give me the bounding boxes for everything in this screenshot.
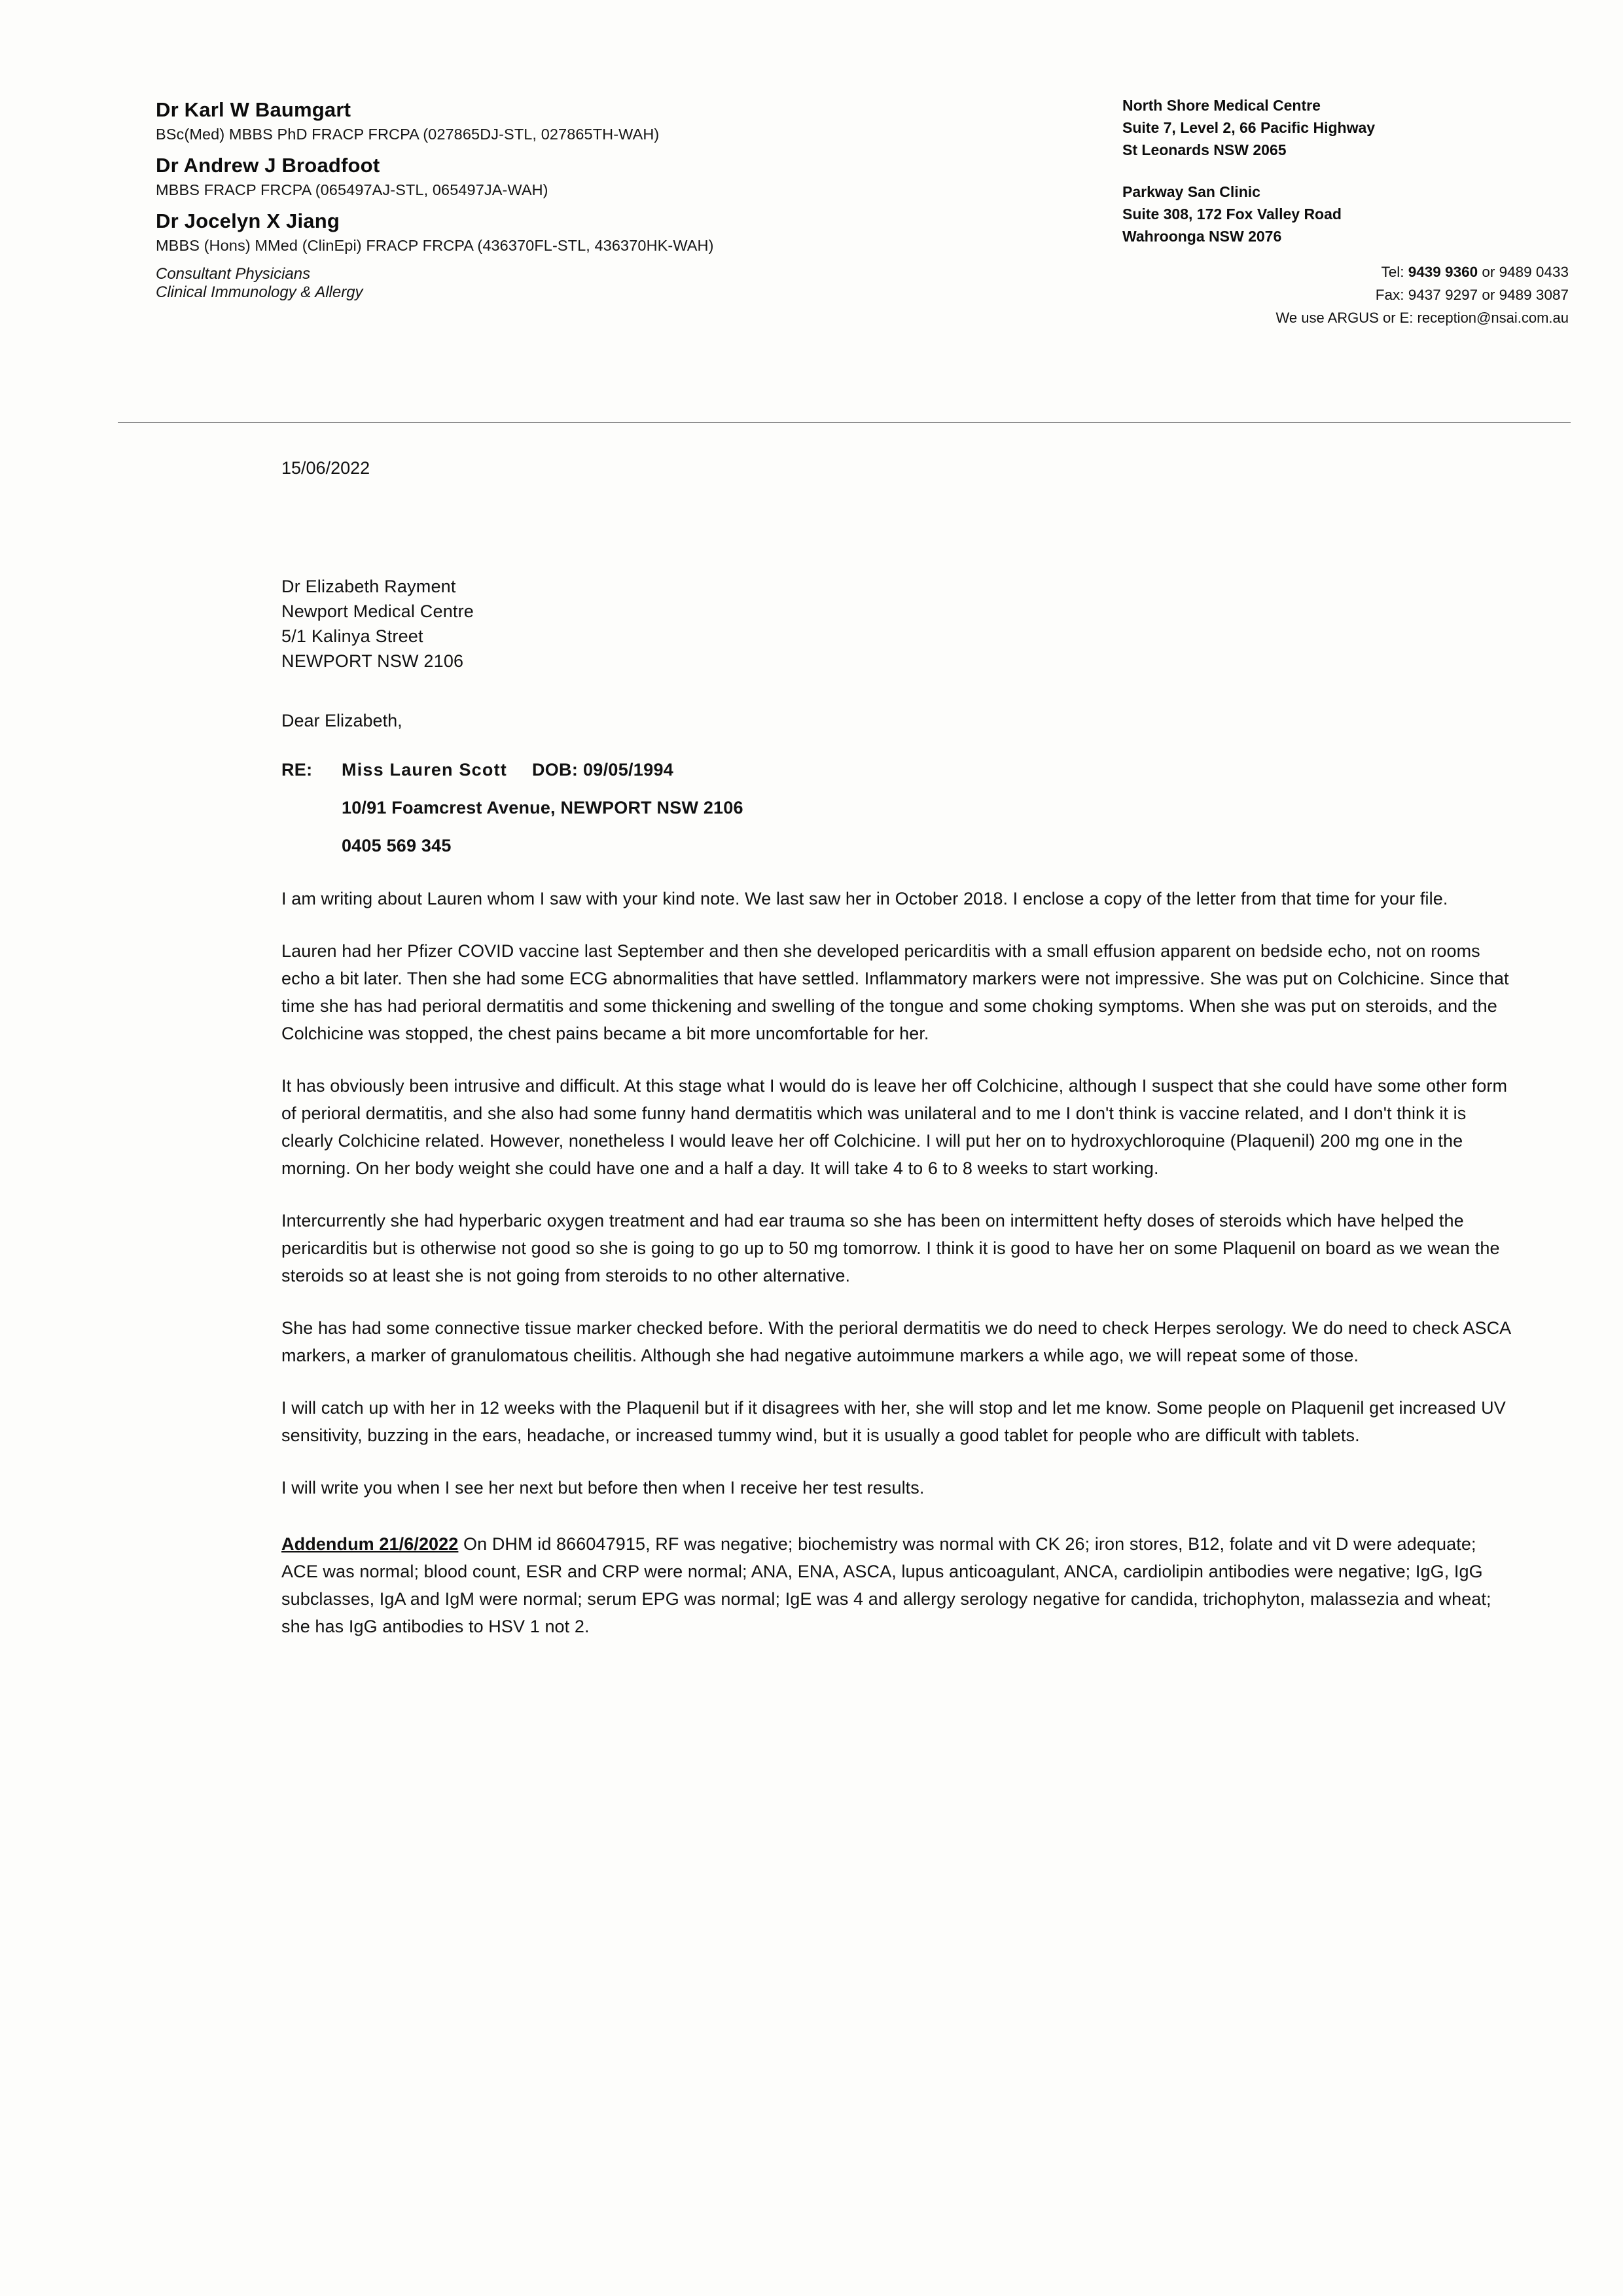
patient-phone: 0405 569 345 <box>342 836 452 855</box>
doctor-qualifications: MBBS FRACP FRCPA (065497AJ-STL, 065497JA-WAH) <box>156 181 548 198</box>
body-paragraph: Intercurrently she had hyperbaric oxygen treatment and had ear trauma so she has been on intermittent hefty doses of steroids which have helped the pericarditis but is otherwise not good so she is going to go up to 50 mg tomorrow. I think it is good to have her on some Plaquenil on board as we wean the steroids so at least she is not going from steroids to no other alternative. <box>281 1211 1500 1285</box>
clinic-address-line: Suite 308, 172 Fox Valley Road <box>1122 206 1342 223</box>
recipient-line: Newport Medical Centre <box>281 601 474 621</box>
body-paragraph: I will write you when I see her next but before then when I receive her test results. <box>281 1478 925 1498</box>
addendum-label: Addendum 21/6/2022 <box>281 1534 459 1554</box>
fax-line: Fax: 9437 9297 or 9489 3087 <box>1375 287 1569 303</box>
recipient-address <box>281 577 1512 672</box>
addendum-text: On DHM id 866047915, RF was negative; biochemistry was normal with CK 26; iron stores, B12, folate and vit D were adequate; ACE was normal; blood count, ESR and CRP were normal; ANA, ENA, ASCA, lupus anticoagulant, ANCA, cardiolipin antibodies were negative; IgG, IgG subclasses, IgA and IgM were normal; serum EPG was normal; IgE was 4 and allergy serology negative for candida, trichophyton, malassezia and wheat; she has IgG antibodies to HSV 1 not 2. <box>281 1534 1491 1636</box>
email-line: We use ARGUS or E: reception@nsai.com.au <box>1275 310 1569 326</box>
practice-role: Consultant Physicians <box>156 265 311 283</box>
subject-label: RE: <box>281 760 313 780</box>
telephone-alt: or 9489 0433 <box>1482 264 1569 280</box>
clinic-address-line: St Leonards NSW 2065 <box>1122 141 1287 158</box>
spacer <box>1122 164 1580 183</box>
recipient-line: Dr Elizabeth Rayment <box>281 577 456 596</box>
letterhead-addresses <box>1122 97 1580 332</box>
addendum-paragraph <box>281 1530 1512 1640</box>
doctor-qualifications: MBBS (Hons) MMed (ClinEpi) FRACP FRCPA (436370FL-STL, 436370HK-WAH) <box>156 237 714 254</box>
doctor-name: Dr Andrew J Broadfoot <box>156 154 380 177</box>
subject-row <box>281 760 1512 780</box>
body-paragraph: I will catch up with her in 12 weeks with the Plaquenil but if it disagrees with her, she will stop and let me know. Some people on Plaquenil get increased UV sensitivity, buzzing in the ears, headache, or increased tummy wind, but it is usually a good tablet for people who are difficult with tablets. <box>281 1398 1506 1445</box>
patient-address: 10/91 Foamcrest Avenue, NEWPORT NSW 2106 <box>342 798 743 817</box>
doctor-name: Dr Jocelyn X Jiang <box>156 209 340 232</box>
subject-block <box>281 760 1512 856</box>
patient-name: Miss Lauren Scott <box>342 760 507 780</box>
clinic-address-line: Suite 7, Level 2, 66 Pacific Highway <box>1122 119 1376 136</box>
letter-body <box>281 458 1512 1665</box>
letter-date: 15/06/2022 <box>281 458 370 478</box>
letterhead-doctors <box>156 98 1020 302</box>
salutation: Dear Elizabeth, <box>281 711 402 730</box>
practice-specialty: Clinical Immunology & Allergy <box>156 283 363 301</box>
telephone-label: Tel: <box>1381 264 1404 280</box>
body-paragraph: It has obviously been intrusive and difficult. At this stage what I would do is leave her off Colchicine, although I suspect that she could have some other form of perioral dermatitis, and she also had some funny hand dermatitis which was unilateral and to me I don't think is vaccine related, and I don't think it is clearly Colchicine related. However, nonetheless I would leave her off Colchicine. I will put her on to hydroxychloroquine (Plaquenil) 200 mg one in the morning. On her body weight she could have one and a half a day. It will take 4 to 6 to 8 weeks to start working. <box>281 1076 1508 1178</box>
body-paragraph: She has had some connective tissue marker checked before. With the perioral dermatitis we do need to check Herpes serology. We do need to check ASCA markers, a marker of granulomatous cheilitis. Although she had negative autoimmune markers a while ago, we will repeat some of those. <box>281 1318 1510 1365</box>
letterhead <box>0 85 1623 425</box>
recipient-line: 5/1 Kalinya Street <box>281 626 423 646</box>
clinic-name: Parkway San Clinic <box>1122 183 1260 200</box>
clinic-name: North Shore Medical Centre <box>1122 97 1321 114</box>
clinic-address-line: Wahroonga NSW 2076 <box>1122 228 1282 245</box>
telephone-number: 9439 9360 <box>1408 264 1478 280</box>
doctor-name: Dr Karl W Baumgart <box>156 98 351 121</box>
header-divider <box>118 422 1571 423</box>
telephone-line <box>1122 264 1569 281</box>
body-paragraph: Lauren had her Pfizer COVID vaccine last September and then she developed pericarditis with a small effusion apparent on bedside echo, not on rooms echo a bit later. Then she had some ECG abnormalities that have settled. Inflammatory markers were not impressive. She was put on Colchicine. Since that time she has had perioral dermatitis and some thickening and swelling of the tongue and some choking symptoms. When she was put on steroids, and the Colchicine was stopped, the chest pains became a bit more uncomfortable for her. <box>281 941 1509 1043</box>
patient-dob: DOB: 09/05/1994 <box>531 760 674 780</box>
recipient-line: NEWPORT NSW 2106 <box>281 651 464 671</box>
body-paragraph: I am writing about Lauren whom I saw with your kind note. We last saw her in October 2018. I enclose a copy of the letter from that time for your file. <box>281 889 1448 908</box>
spacer <box>507 760 532 780</box>
contact-block <box>1122 264 1580 327</box>
doctor-qualifications: BSc(Med) MBBS PhD FRACP FRCPA (027865DJ-STL, 027865TH-WAH) <box>156 126 660 143</box>
